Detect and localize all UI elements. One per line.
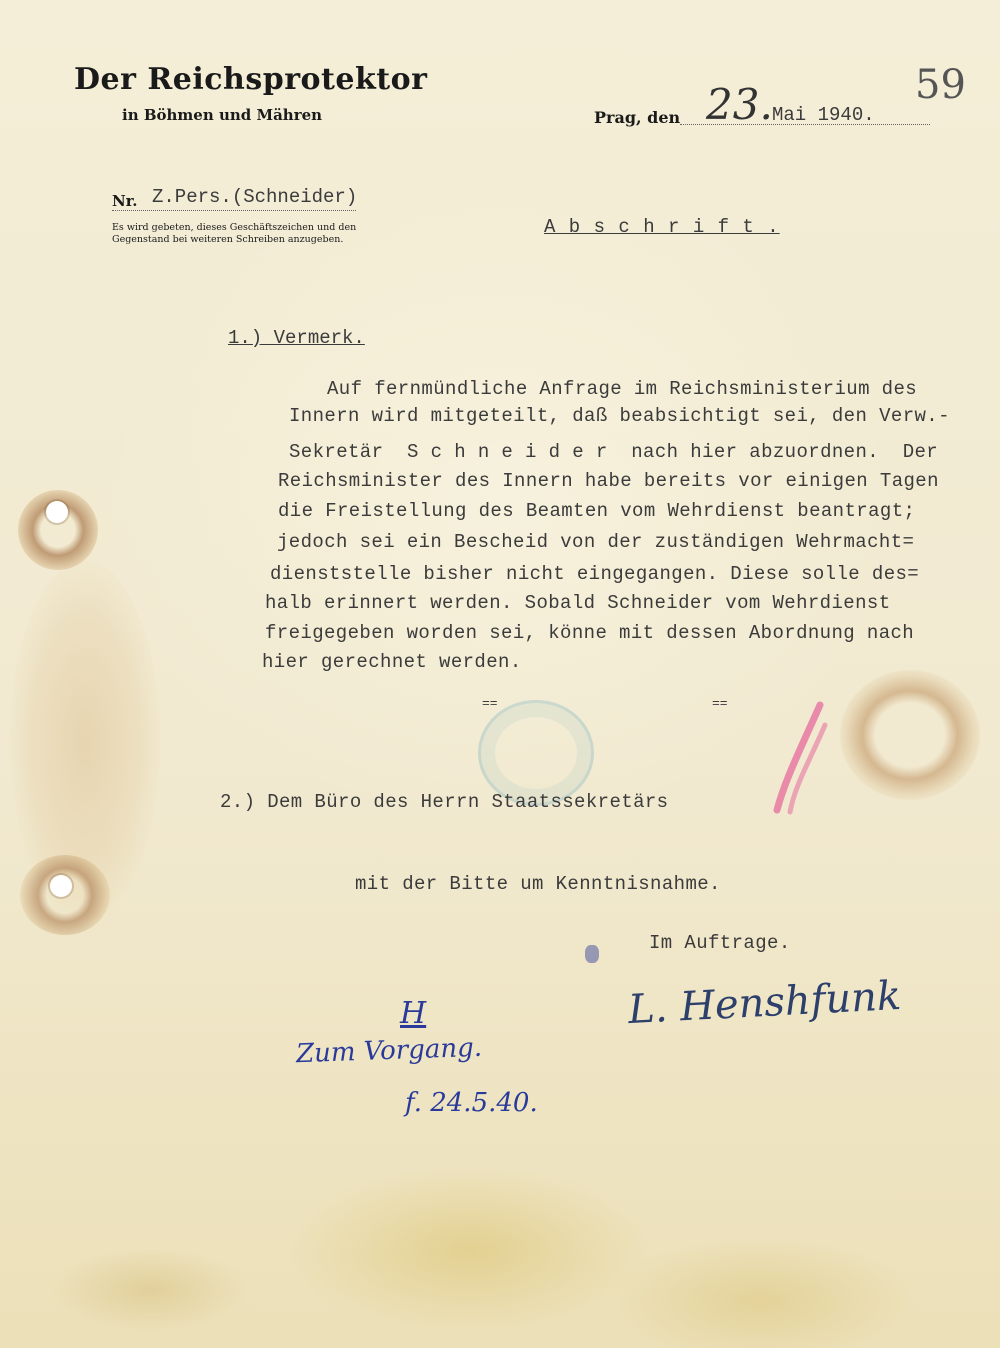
separator-right: == — [712, 696, 728, 711]
closing-on-behalf: Im Auftrage. — [649, 932, 791, 954]
section1-line-5: die Freistellung des Beamten vom Wehrdienst beantragt; — [278, 500, 916, 522]
letterhead-subtitle: in Böhmen und Mähren — [122, 106, 323, 124]
page-number: 59 — [915, 62, 966, 108]
document-type: A b s c h r i f t . — [544, 216, 780, 238]
letterhead-title: Der Reichsprotektor — [74, 62, 428, 97]
reference-dotted-line — [112, 210, 356, 211]
section1-line-9: freigegeben worden sei, könne mit dessen Abordnung nach — [265, 622, 915, 644]
section2-request: mit der Bitte um Kenntnisnahme. — [355, 873, 721, 895]
pink-stamp-mark — [765, 690, 835, 820]
handwritten-note: Zum Vorgang. — [295, 1032, 483, 1070]
section1-line-2: Innern wird mitgeteilt, daß beabsichtigt sei, den Verw.- — [289, 405, 950, 427]
section1-line-3: Sekretär S c h n e i d e r nach hier abzuordnen. Der — [289, 441, 939, 463]
reference-label: Nr. — [112, 192, 138, 210]
signature: L. Henshfunk — [626, 972, 903, 1034]
handwritten-initials-date: f. 24.5.40. — [405, 1088, 538, 1118]
reference-note-line-2: Gegenstand bei weiteren Schreiben anzugeben. — [112, 234, 344, 245]
blue-ink-mark — [585, 945, 599, 963]
section1-line-8: halb erinnert werden. Sobald Schneider vom Wehrdienst — [265, 592, 891, 614]
date-place-label: Prag, den — [594, 108, 681, 127]
section1-line-6: jedoch sei ein Bescheid von der zuständigen Wehrmacht= — [277, 531, 915, 553]
handwritten-initial: H — [400, 996, 427, 1031]
reference-value: Z.Pers.(Schneider) — [152, 186, 358, 208]
section1-line-7: dienststelle bisher nicht eingegangen. Diese solle des= — [270, 563, 920, 585]
section1-line-4: Reichsminister des Innern habe bereits vor einigen Tagen — [278, 470, 939, 492]
burn-stain-right — [840, 670, 980, 800]
section1-line-1: Auf fernmündliche Anfrage im Reichsministerium des — [327, 378, 918, 400]
separator-left: == — [482, 696, 498, 711]
punch-hole-upper — [46, 501, 68, 523]
section1-line-10: hier gerechnet werden. — [262, 651, 522, 673]
section1-heading: 1.) Vermerk. — [228, 327, 365, 349]
section2-line: 2.) Dem Büro des Herrn Staatssekretärs — [220, 791, 669, 813]
reference-note-line-1: Es wird gebeten, dieses Geschäftszeichen und den — [112, 222, 357, 233]
date-month-year: Mai 1940. — [772, 104, 875, 126]
date-day: 23. — [706, 80, 773, 129]
punch-hole-lower — [50, 875, 72, 897]
